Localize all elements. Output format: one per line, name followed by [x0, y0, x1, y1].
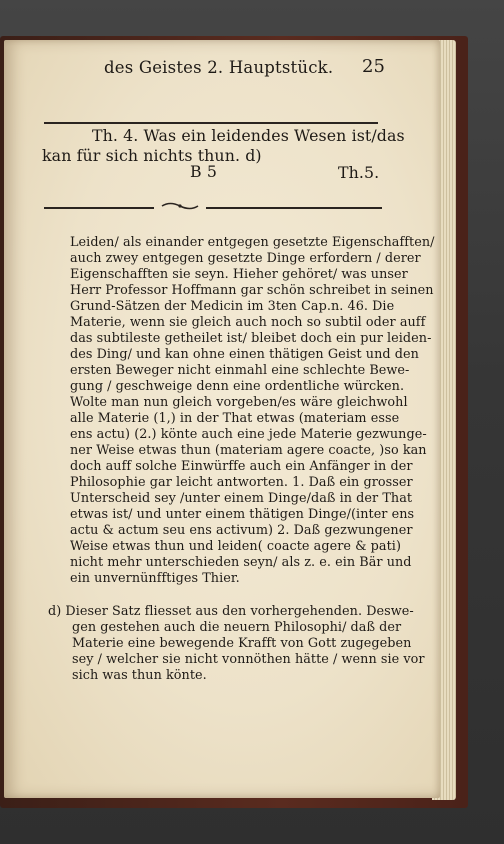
body-line: actu & actum seu ens activum) 2. Daß gezwungener: [70, 523, 413, 538]
body-line: Grund-Sätzen der Medicin im 3ten Cap.n. 46. Die: [70, 299, 395, 314]
body-line: Materie, wenn sie gleich auch noch so subtil oder auff: [70, 315, 426, 330]
ornament-rule: [44, 207, 154, 209]
body-line: des Ding/ und kan ohne einen thätigen Geist und den: [70, 347, 419, 362]
header-rule: [44, 122, 378, 124]
body-line: alle Materie (1,) in der That etwas (materiam esse: [70, 411, 400, 426]
body-line: ersten Beweger nicht einmahl eine schlechte Bewe-: [70, 363, 410, 378]
body-line: ner Weise etwas thun (materiam agere coacte, )so kan: [70, 443, 427, 458]
body-line: gung / geschweige denn eine ordentliche würcken.: [70, 379, 405, 394]
footnote-line: d) Dieser Satz fliesset aus den vorhergehenden. Deswe-: [48, 604, 414, 619]
running-title: des Geistes 2. Hauptstück.: [104, 58, 334, 77]
ornament-icon: [160, 201, 200, 211]
body-line: Leiden/ als einander entgegen gesetzte Eigenschafften/: [70, 235, 435, 250]
body-line: Eigenschafften sie seyn. Hieher gehöret/ was unser: [70, 267, 408, 282]
body-line: etwas ist/ und unter einem thätigen Dinge/(inter ens: [70, 507, 415, 522]
catchword: Th.5.: [338, 163, 380, 182]
footnote-line: sich was thun könte.: [72, 668, 207, 683]
body-line: ens actu) (2.) könte auch eine jede Materie gezwunge-: [70, 427, 427, 442]
body-line: Unterscheid sey /unter einem Dinge/daß in der That: [70, 491, 413, 506]
body-line: doch auff solche Einwürffe auch ein Anfänger in der: [70, 459, 413, 474]
body-line: Philosophie gar leicht antworten. 1. Daß ein grosser: [70, 475, 413, 490]
body-line: Wolte man nun gleich vorgeben/es wäre gleichwohl: [70, 395, 408, 410]
body-line: das subtileste getheilet ist/ bleibet doch ein pur leiden-: [70, 331, 432, 346]
footnote-line: sey / welcher sie nicht vonnöthen hätte / wenn sie vor: [72, 652, 425, 667]
body-line: Herr Professor Hoffmann gar schön schreibet in seinen: [70, 283, 434, 298]
body-line: Weise etwas thun und leiden( coacte agere & pati): [70, 539, 401, 554]
footnote-line: Materie eine bewegende Krafft von Gott zugegeben: [72, 636, 412, 651]
body-line: ein unvernünfftiges Thier.: [70, 571, 240, 586]
signature-mark: B 5: [190, 162, 217, 181]
body-line: auch zwey entgegen gesetzte Dinge erfordern / derer: [70, 251, 421, 266]
ornament-rule: [206, 207, 382, 209]
footnote-line: gen gestehen auch die neuern Philosophi/ daß der: [72, 620, 402, 635]
thesis-line: Th. 4. Was ein leidendes Wesen ist/das: [92, 126, 405, 145]
thesis-line: kan für sich nichts thun. d): [42, 146, 262, 165]
body-line: nicht mehr unterschieden seyn/ als z. e. ein Bär und: [70, 555, 412, 570]
page-number: 25: [362, 56, 385, 77]
